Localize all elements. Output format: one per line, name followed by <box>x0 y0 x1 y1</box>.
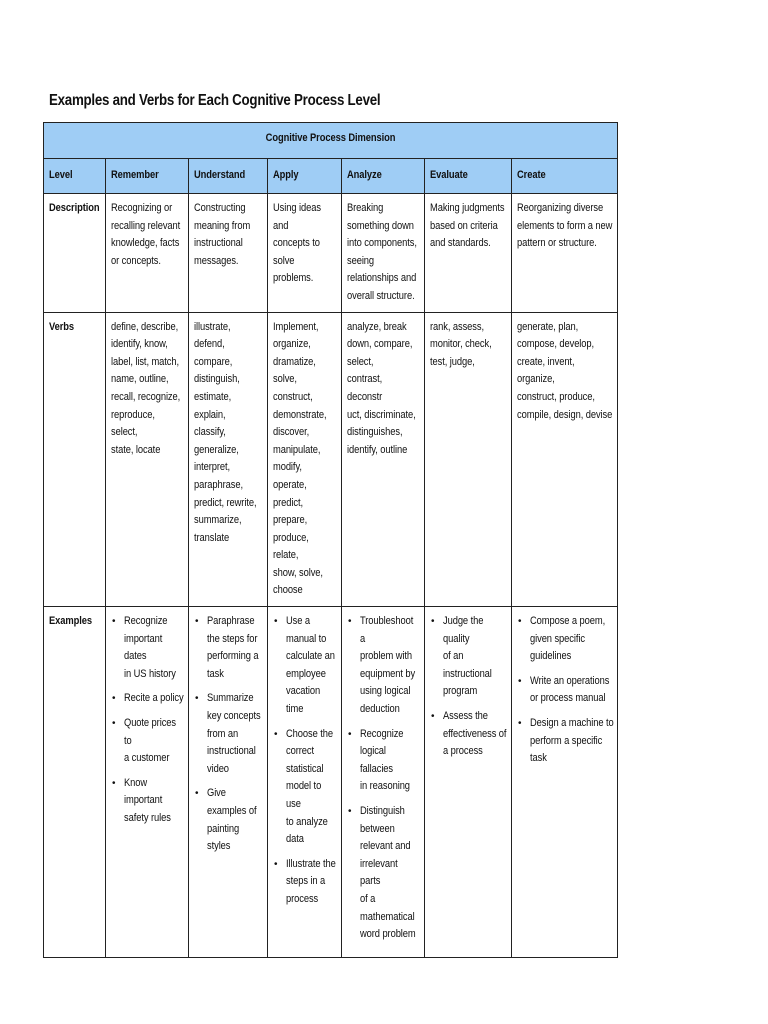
list-item <box>111 775 183 828</box>
list-item <box>273 726 336 849</box>
row-label-description: Description <box>49 202 100 214</box>
example-text: Assess the effectiveness of a process <box>443 710 507 758</box>
examples-row <box>44 607 618 958</box>
row-label-examples: Examples <box>49 615 92 628</box>
examples-list <box>194 613 262 856</box>
header-label-create: Create <box>517 169 546 182</box>
list-item <box>430 708 506 761</box>
examples-list <box>517 613 612 768</box>
example-text: Know important safety rules <box>124 776 171 824</box>
verbs-cell-analyze <box>342 312 425 607</box>
examples-list <box>111 613 183 828</box>
list-item <box>273 613 336 719</box>
description-text: Recognizing or recalling relevant knowledge, facts or concepts. <box>111 202 181 267</box>
example-text: Recite a policy <box>124 692 184 705</box>
description-cell-analyze <box>342 194 425 313</box>
list-item <box>111 690 183 708</box>
examples-cell-understand <box>189 607 268 958</box>
header-label-remember: Remember <box>111 169 159 182</box>
description-cell-evaluate <box>425 194 512 313</box>
example-text: Choose the correct statistical model to use to analyze data <box>286 727 333 846</box>
bullet-icon: • <box>112 718 116 730</box>
examples-cell-create <box>512 607 618 958</box>
bullet-icon: • <box>112 616 116 628</box>
list-item <box>430 613 506 701</box>
examples-list <box>273 613 336 909</box>
header-cell-create <box>512 159 618 194</box>
bullet-icon: • <box>518 718 522 730</box>
list-item <box>347 726 419 796</box>
examples-cell-evaluate <box>425 607 512 958</box>
header-cell-apply <box>268 159 342 194</box>
example-text: Summarize key concepts from an instructional video <box>207 692 261 775</box>
list-item <box>347 803 419 944</box>
verbs-text: Implement, organize, dramatize, solve, construct, demonstrate, discover, manipulate, modify, operate, predict, prepare, produce, relate, show, solve, choose <box>273 320 327 597</box>
bullet-icon: • <box>348 806 352 817</box>
dimension-header-cell <box>44 123 618 159</box>
example-text: Distinguish between relevant and irrelevant parts of a mathematical word problem <box>360 805 416 941</box>
list-item <box>517 613 612 666</box>
example-text: Design a machine to perform a specific task <box>530 717 614 765</box>
row-label-cell <box>44 194 106 313</box>
description-text: Making judgments based on criteria and standards. <box>430 202 505 250</box>
description-text: Breaking something down into components, seeing relationships and overall structure. <box>347 202 417 302</box>
verbs-text: illustrate, defend, compare, distinguish, estimate, explain, classify, generalize, interpret, paraphrase, predict, rewrite, summarize, translate <box>194 320 257 544</box>
verbs-row <box>44 312 618 607</box>
verbs-text: rank, assess, monitor, check, test, judge, <box>430 320 492 368</box>
description-cell-remember <box>106 194 189 313</box>
bullet-icon: • <box>274 728 278 740</box>
bullet-icon: • <box>274 858 278 870</box>
example-text: Illustrate the steps in a process <box>286 857 336 905</box>
bullet-icon: • <box>431 616 435 628</box>
verbs-text: analyze, break down, compare, select, contrast, deconstr uct, discriminate, distinguishes, identify, outline <box>347 320 416 456</box>
bullet-icon: • <box>195 788 199 800</box>
header-cell-remember <box>106 159 189 194</box>
verbs-cell-create <box>512 312 618 607</box>
description-text: Using ideas and concepts to solve problems. <box>273 202 321 285</box>
examples-cell-remember <box>106 607 189 958</box>
description-cell-create <box>512 194 618 313</box>
row-label-verbs: Verbs <box>49 320 75 333</box>
header-label-level: Level <box>49 169 73 182</box>
example-text: Write an operations or process manual <box>530 674 610 705</box>
description-row <box>44 194 618 313</box>
bullet-icon: • <box>195 616 199 628</box>
row-label-cell <box>44 312 106 607</box>
cognitive-process-table <box>43 122 618 958</box>
header-label-apply: Apply <box>273 169 299 182</box>
list-item <box>111 715 183 768</box>
page-title: Examples and Verbs for Each Cognitive Process Level <box>49 92 381 109</box>
description-text: Reorganizing diverse elements to form a new pattern or structure. <box>517 202 613 250</box>
example-text: Use a manual to calculate an employee vacation time <box>286 615 335 716</box>
examples-list <box>347 613 419 944</box>
verbs-cell-apply <box>268 312 342 607</box>
example-text: Quote prices to a customer <box>124 717 176 765</box>
examples-cell-apply <box>268 607 342 958</box>
verbs-text: define, describe, identify, know, label, list, match, name, outline, recall, recognize, reproduce, select, state, locate <box>111 320 181 456</box>
header-label-evaluate: Evaluate <box>430 169 468 182</box>
example-text: Troubleshoot a problem with equipment by using logical deduction <box>360 615 416 716</box>
example-text: Give examples of painting styles <box>207 787 257 853</box>
bullet-icon: • <box>112 777 116 789</box>
list-item <box>517 673 612 708</box>
bullet-icon: • <box>348 728 352 740</box>
bullet-icon: • <box>112 693 116 705</box>
examples-list <box>430 613 506 761</box>
example-text: Judge the quality of an instructional program <box>443 615 492 698</box>
bullet-icon: • <box>518 675 522 687</box>
dimension-header-label: Cognitive Process Dimension <box>265 132 396 144</box>
list-item <box>194 613 262 683</box>
example-text: Recognize logical fallacies in reasoning <box>360 727 410 793</box>
description-text: Constructing meaning from instructional messages. <box>194 202 251 267</box>
description-cell-apply <box>268 194 342 313</box>
verbs-cell-evaluate <box>425 312 512 607</box>
header-cell-analyze <box>342 159 425 194</box>
row-label-cell <box>44 607 106 958</box>
example-text: Recognize important dates in US history <box>124 615 176 680</box>
bullet-icon: • <box>274 616 278 628</box>
dimension-header-row <box>44 123 618 159</box>
bullet-icon: • <box>195 693 199 705</box>
list-item <box>194 785 262 855</box>
level-header-row <box>44 159 618 194</box>
example-text: Paraphrase the steps for performing a task <box>207 615 259 680</box>
verbs-text: generate, plan, compose, develop, create, invent, organize, construct, produce, compile, design, devise <box>517 320 613 421</box>
example-text: Compose a poem, given specific guidelines <box>530 615 606 663</box>
list-item <box>347 613 419 719</box>
header-label-analyze: Analyze <box>347 169 382 182</box>
verbs-cell-understand <box>189 312 268 607</box>
list-item <box>194 690 262 778</box>
examples-cell-analyze <box>342 607 425 958</box>
bullet-icon: • <box>348 616 352 628</box>
bullet-icon: • <box>518 616 522 628</box>
list-item <box>517 715 612 768</box>
header-cell-evaluate <box>425 159 512 194</box>
header-label-understand: Understand <box>194 169 246 182</box>
verbs-cell-remember <box>106 312 189 607</box>
header-cell-level <box>44 159 106 194</box>
list-item <box>111 613 183 683</box>
header-cell-understand <box>189 159 268 194</box>
list-item <box>273 856 336 909</box>
description-cell-understand <box>189 194 268 313</box>
bullet-icon: • <box>431 711 435 723</box>
